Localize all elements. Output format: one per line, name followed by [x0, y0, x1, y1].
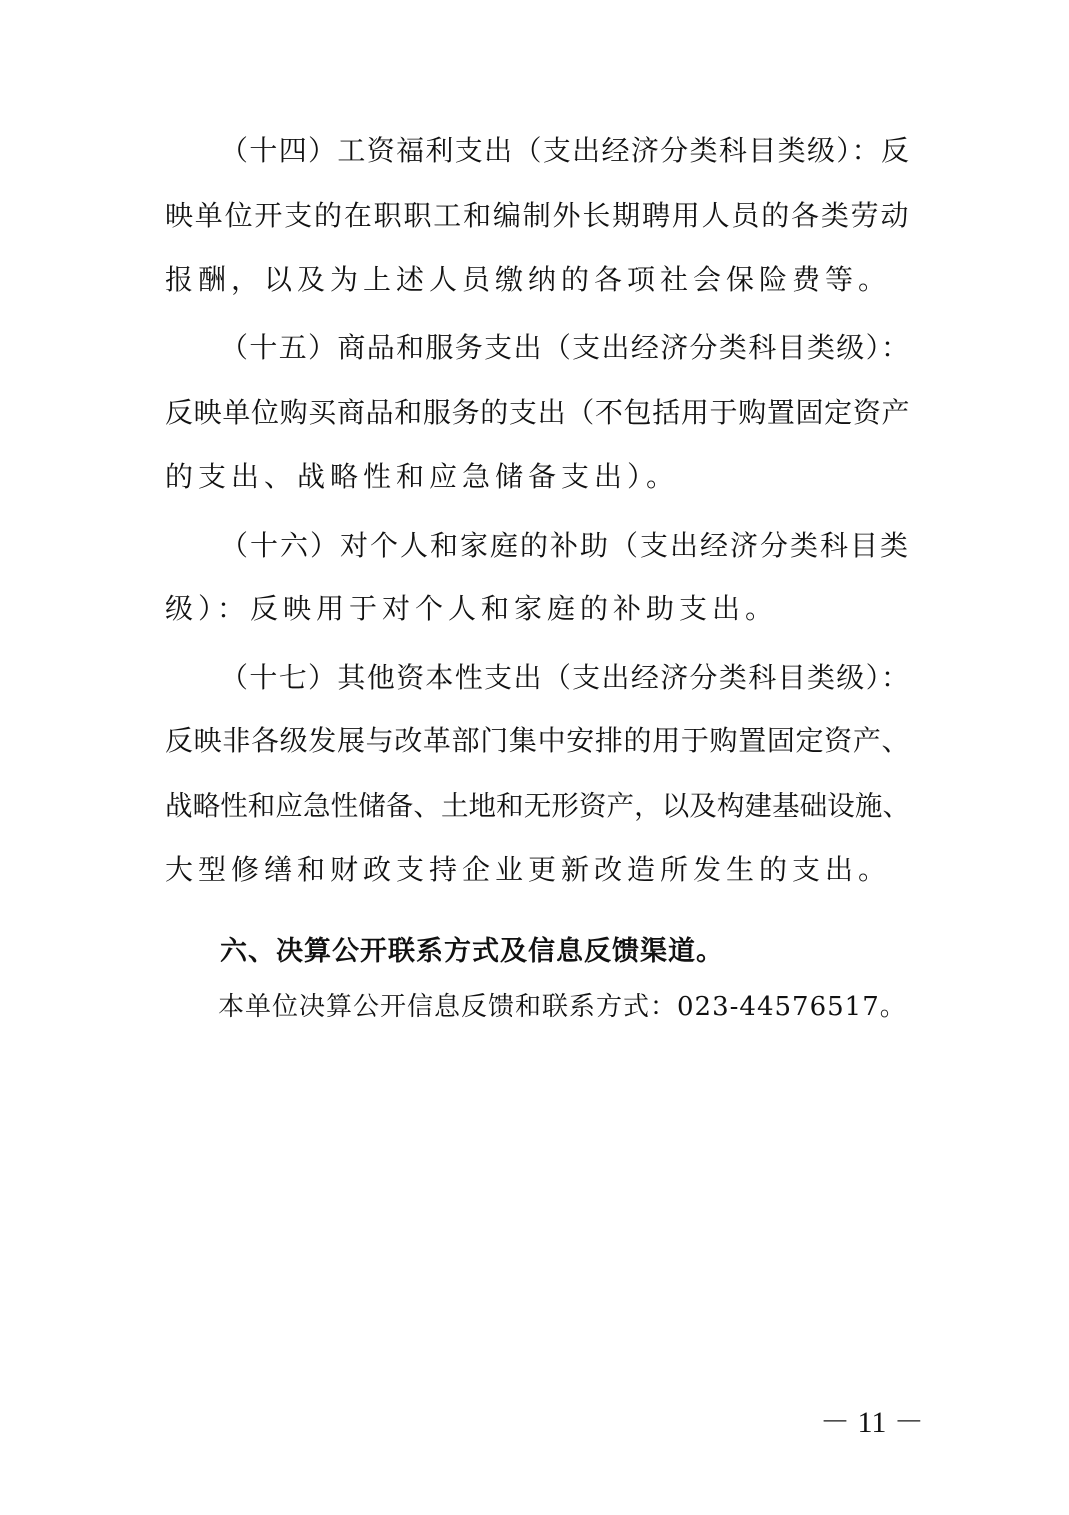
section-15-line-3: 的支出、战略性和应急储备支出）。 [165, 460, 680, 493]
contact-info: 本单位决算公开信息反馈和联系方式：023-44576517。 [218, 992, 907, 1022]
section-16-line-1: （十六）对个人和家庭的补助（支出经济分类科目类 [220, 529, 910, 562]
section-16-line-2: 级）：反映用于对个人和家庭的补助支出。 [165, 592, 779, 625]
section-15-line-2: 反映单位购买商品和服务的支出（不包括用于购置固定资产 [165, 396, 910, 429]
page-number: － 11 － [820, 1406, 924, 1439]
section-15-line-1: （十五）商品和服务支出（支出经济分类科目类级）： [220, 331, 910, 364]
section-17-line-1: （十七）其他资本性支出（支出经济分类科目类级）： [220, 661, 910, 694]
section-14-line-3: 报酬，以及为上述人员缴纳的各项社会保险费等。 [165, 263, 892, 296]
contact-section-heading: 六、决算公开联系方式及信息反馈渠道。 [220, 936, 724, 967]
section-17-line-3: 战略性和应急性储备、土地和无形资产，以及构建基础设施、 [165, 790, 910, 822]
section-14-line-1: （十四）工资福利支出（支出经济分类科目类级）：反 [220, 134, 910, 167]
section-17-line-2: 反映非各级发展与改革部门集中安排的用于购置固定资产、 [165, 724, 910, 757]
section-14-line-2: 映单位开支的在职职工和编制外长期聘用人员的各类劳动 [165, 199, 910, 232]
section-17-line-4: 大型修缮和财政支持企业更新改造所发生的支出。 [165, 853, 892, 886]
